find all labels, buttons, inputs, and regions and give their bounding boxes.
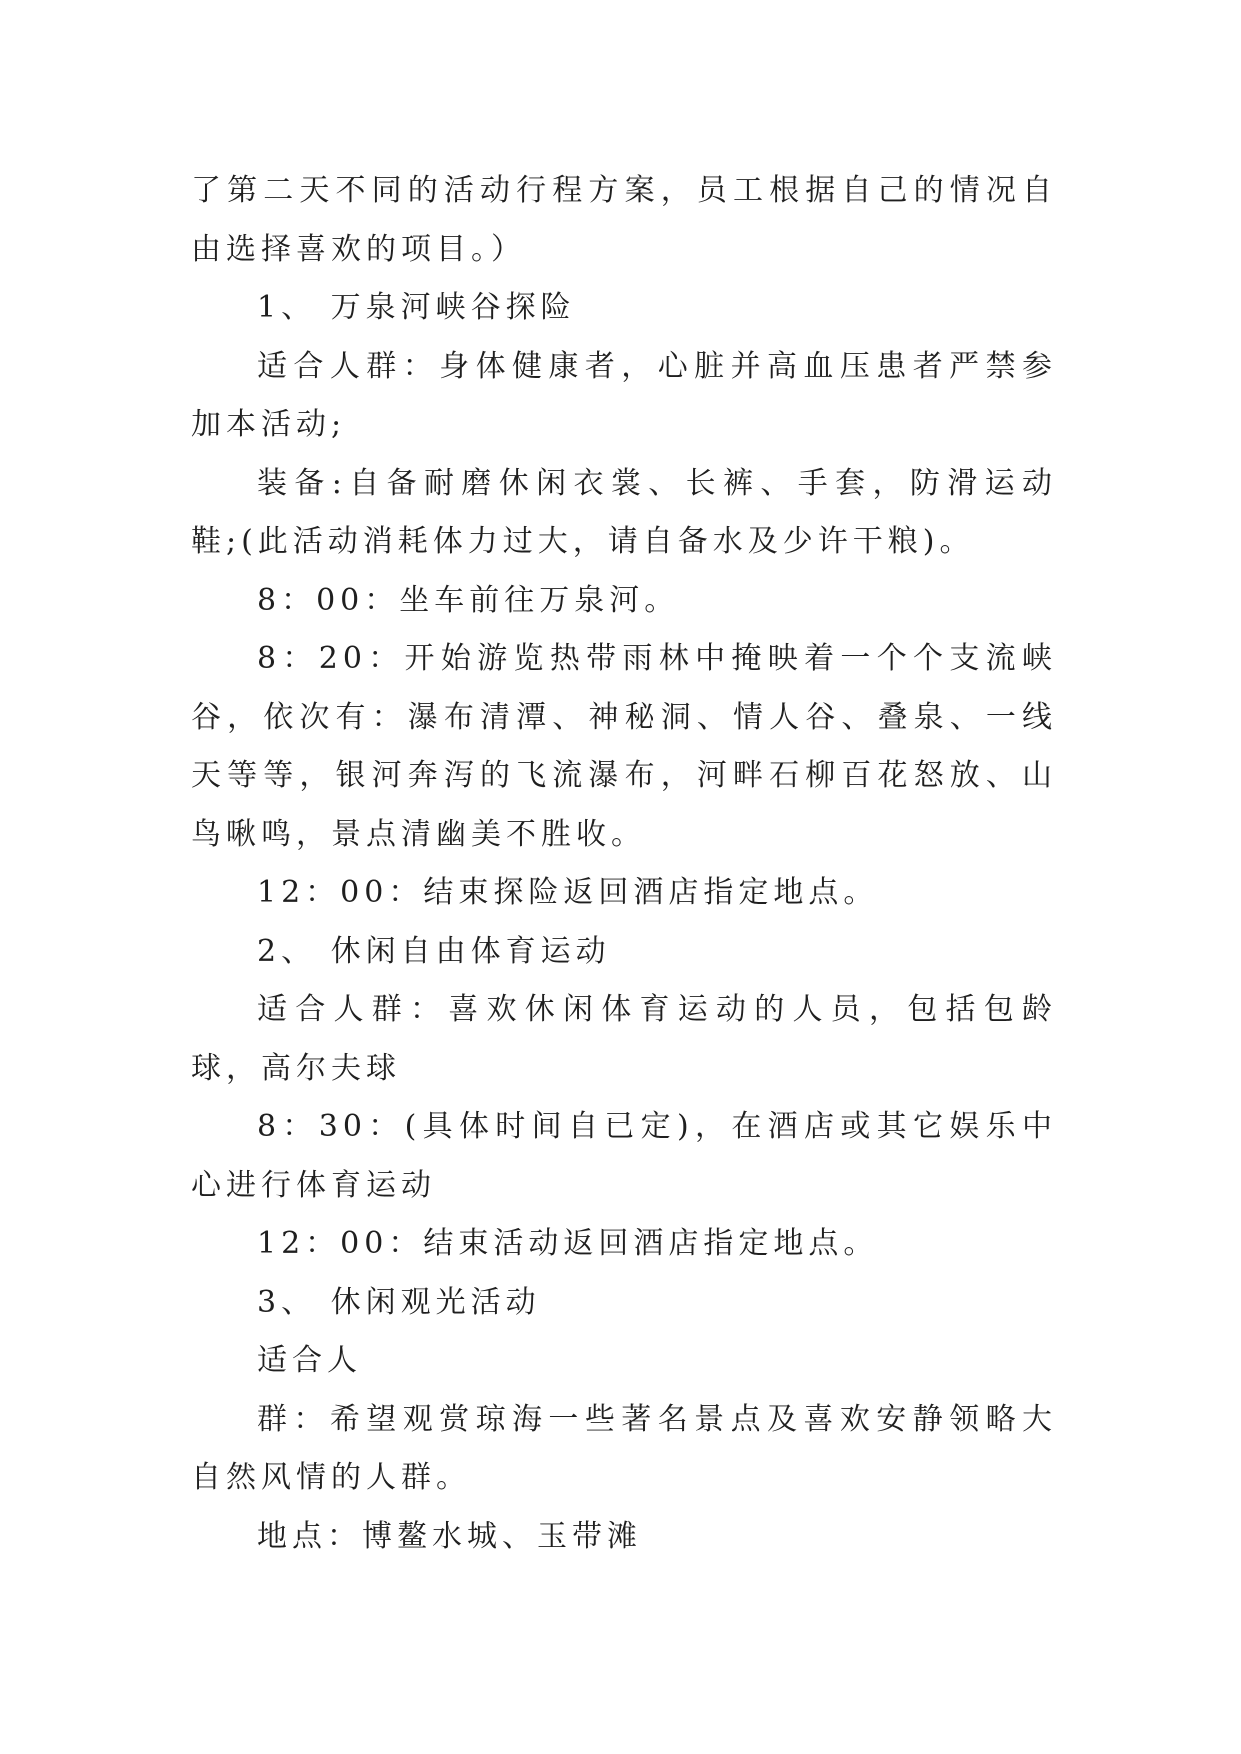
schedule-item-0800: 8：00：坐车前往万泉河。 bbox=[257, 582, 680, 618]
schedule-item-0830: 8：30：(具体时间自已定)，在酒店或其它娱乐中心进行体育运动 bbox=[191, 1109, 1057, 1203]
paragraph-location: 地点：博鳌水城、玉带滩 bbox=[257, 1518, 642, 1554]
section-heading-1: 1、 万泉河峡谷探险 bbox=[257, 290, 576, 325]
schedule-item-0820: 8：20：开始游览热带雨林中掩映着一个个支流峡谷，依次有：瀑布清潭、神秘洞、情人谷、叠泉、一线天等等，银河奔泻的飞流瀑布，河畔石柳百花怒放、山鸟啾鸣，景点清幽美不胜收。 bbox=[191, 641, 1057, 852]
section-heading-2: 2、 休闲自由体育运动 bbox=[257, 933, 611, 969]
section-heading-3: 3、 休闲观光活动 bbox=[257, 1284, 541, 1320]
schedule-item-1200-b: 12：00：结束活动返回酒店指定地点。 bbox=[257, 1226, 879, 1261]
document-body bbox=[191, 162, 1057, 1566]
paragraph-intro-continuation: 了第二天不同的活动行程方案，员工根据自己的情况自由选择喜欢的项目。） bbox=[191, 173, 1057, 267]
paragraph-equipment: 装备:自备耐磨休闲衣裳、长裤、手套，防滑运动鞋;(此活动消耗体力过大，请自备水及少许干粮)。 bbox=[191, 465, 1057, 559]
paragraph-suitable-group-3a: 适合人 bbox=[257, 1343, 362, 1378]
paragraph-suitable-group-2: 适合人群：喜欢休闲体育运动的人员，包括包龄球，高尔夫球 bbox=[191, 992, 1057, 1086]
paragraph-suitable-group-1: 适合人群：身体健康者，心脏并高血压患者严禁参加本活动; bbox=[191, 348, 1057, 442]
paragraph-suitable-group-3b: 群：希望观赏琼海一些著名景点及喜欢安静领略大自然风情的人群。 bbox=[191, 1401, 1057, 1495]
schedule-item-1200-a: 12：00：结束探险返回酒店指定地点。 bbox=[257, 875, 879, 910]
